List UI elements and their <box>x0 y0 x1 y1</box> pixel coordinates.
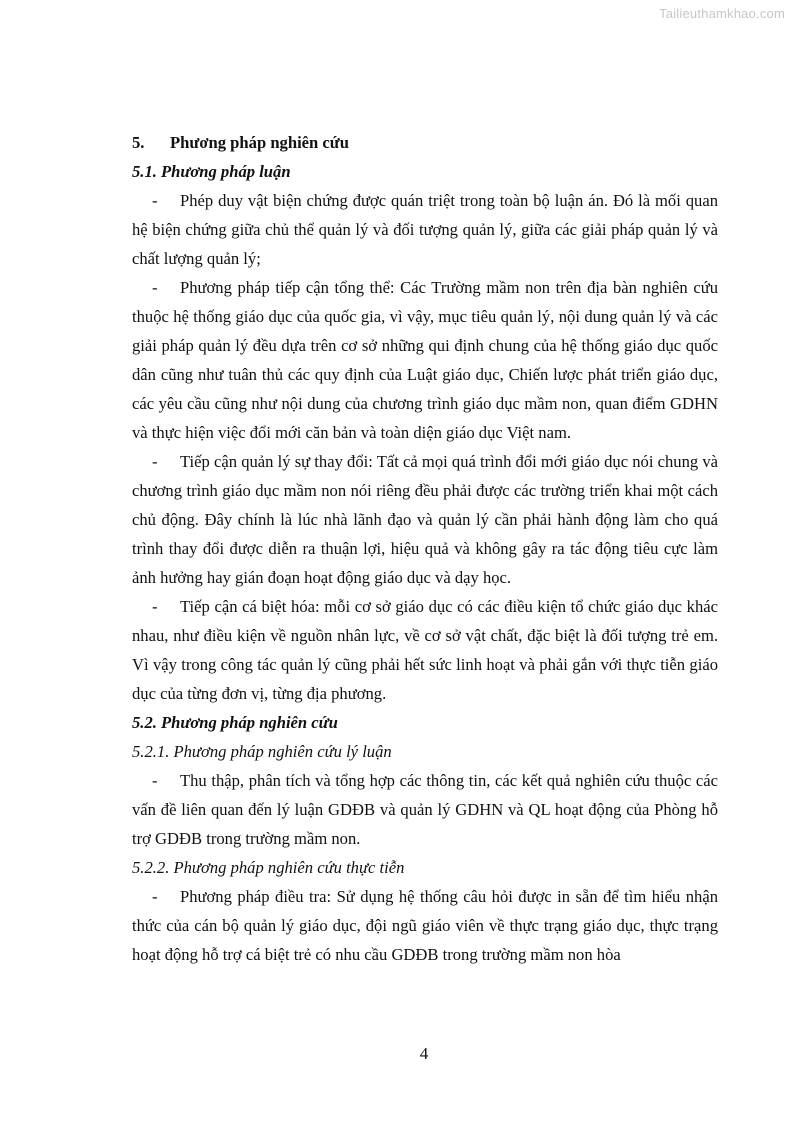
bullet-dash: - <box>152 771 158 790</box>
subsubsection-heading-5-2-1: 5.2.1. Phương pháp nghiên cứu lý luận <box>132 742 392 761</box>
paragraph-text: Phương pháp tiếp cận tổng thể: Các Trường mầm non trên địa bàn nghiên cứu thuộc hệ thống giáo dục của quốc gia, vì vậy, mục tiêu quản lý, nội dung quản lý và các giải pháp quản lý đều dựa trên cơ sở những qui định chung của hệ thống giáo dục quốc dân cũng như tuân thủ các quy định của Luật giáo dục, Chiến lược phát triển giáo dục, các yêu cầu cũng như nội dung của chương trình giáo dục mầm non, quan điểm GDHN và thực hiện việc đổi mới căn bản và toàn diện giáo dục Việt nam. <box>132 278 718 442</box>
paragraph-text: Phương pháp điều tra: Sử dụng hệ thống câu hỏi được in sẵn để tìm hiểu nhận thức của cán bộ quản lý giáo dục, đội ngũ giáo viên về thực trạng giáo dục, thực trạng hoạt động hỗ trợ cá biệt trẻ có nhu cầu GDĐB trong trường mầm non hòa <box>132 887 718 964</box>
paragraph <box>132 186 718 273</box>
paragraph <box>132 882 718 969</box>
section-heading-5 <box>132 128 718 157</box>
paragraph <box>132 447 718 592</box>
bullet-dash: - <box>152 452 158 471</box>
paragraph-text: Phép duy vật biện chứng được quán triệt trong toàn bộ luận án. Đó là mối quan hệ biện chứng giữa chủ thể quản lý và đối tượng quản lý, giữa các giải pháp quản lý và chất lượng quản lý; <box>132 191 718 268</box>
paragraph-text: Thu thập, phân tích và tổng hợp các thông tin, các kết quả nghiên cứu thuộc các vấn đề liên quan đến lý luận GDĐB và quản lý GDHN và QL hoạt động của Phòng hỗ trợ GDĐB trong trường mầm non. <box>132 771 718 848</box>
watermark: Tailieuthamkhao.com <box>659 6 785 21</box>
page-number: 4 <box>419 1044 429 1063</box>
section-title: Phương pháp nghiên cứu <box>170 133 349 152</box>
subsection-heading-5-1: 5.1. Phương pháp luận <box>132 162 291 181</box>
subsection-heading-5-2: 5.2. Phương pháp nghiên cứu <box>132 713 338 732</box>
document-body <box>132 128 718 969</box>
paragraph <box>132 273 718 447</box>
paragraph-text: Tiếp cận cá biệt hóa: mỗi cơ sở giáo dục có các điều kiện tổ chức giáo dục khác nhau, như điều kiện về nguồn nhân lực, về cơ sở vật chất, đặc biệt là đối tượng trẻ em. Vì vậy trong công tác quản lý cũng phải hết sức linh hoạt và phải gắn với thực tiễn giáo dục của từng đơn vị, từng địa phương. <box>132 597 718 703</box>
bullet-dash: - <box>152 278 158 297</box>
bullet-dash: - <box>152 191 158 210</box>
bullet-dash: - <box>152 597 158 616</box>
subsubsection-heading-5-2-2: 5.2.2. Phương pháp nghiên cứu thực tiễn <box>132 858 405 877</box>
paragraph <box>132 766 718 853</box>
paragraph <box>132 592 718 708</box>
section-number: 5. <box>132 133 145 152</box>
paragraph-text: Tiếp cận quản lý sự thay đổi: Tất cả mọi quá trình đổi mới giáo dục nói chung và chương trình giáo dục mầm non nói riêng đều phải được các trường triển khai một cách chủ động. Đây chính là lúc nhà lãnh đạo và quản lý cần phải hành động làm cho quá trình thay đổi được diễn ra thuận lợi, hiệu quả và không gây ra tác động tiêu cực làm ảnh hưởng hay gián đoạn hoạt động giáo dục và dạy học. <box>132 452 718 587</box>
bullet-dash: - <box>152 887 158 906</box>
